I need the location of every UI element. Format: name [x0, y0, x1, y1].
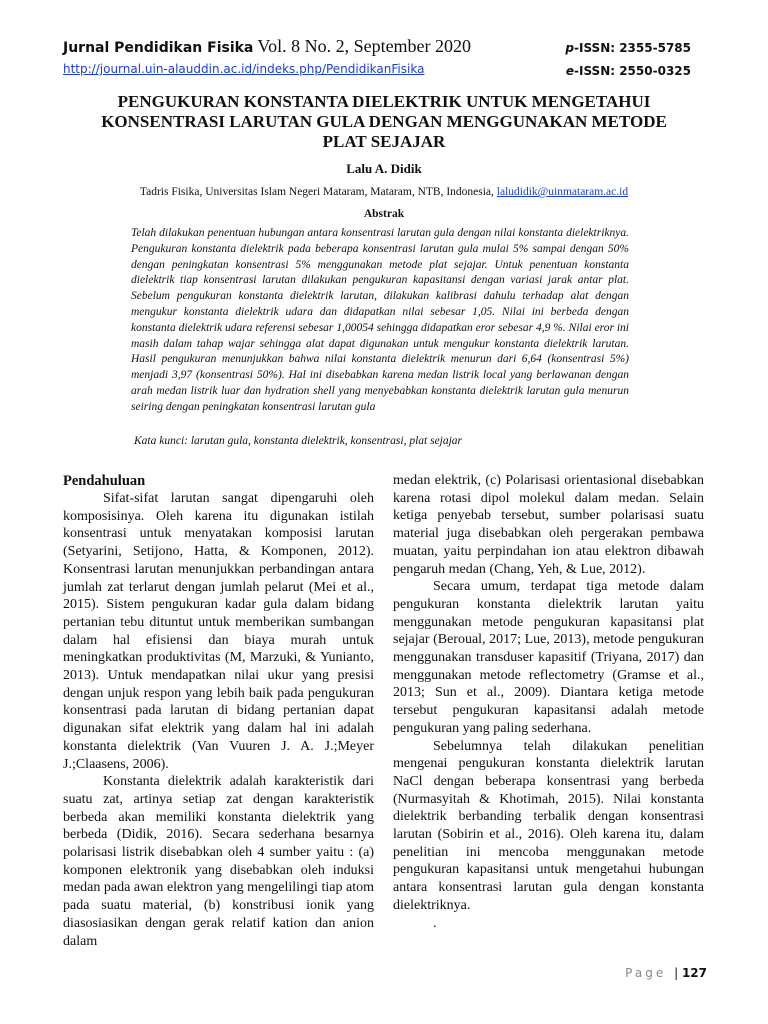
body-right-column	[393, 472, 704, 932]
footer-separator: |	[674, 966, 679, 980]
page-number: 127	[681, 966, 707, 980]
journal-header	[63, 36, 471, 57]
paragraph: Sifat-sifat larutan sangat dipengaruhi oleh komposisinya. Oleh karena itu digunakan istilah konsentrasi untuk menyatakan komposisi larutan (Setyarini, Setijono, Hatta, & Komponen, 2012). Konsentrasi larutan menunjukkan perbandingan antara jumlah zat terlarut dengan jumlah pelarut (Mei et al., 2015). Sistem pengukuran kadar gula dalam bidang pertanian tebu dituntut untuk memberikan sumbangan dalam hal efisiensi dan biaya murah untuk meningkatkan produktivitas (M, Marzuki, & Yunianto, 2013). Untuk mendapatkan nilai ukur yang presisi dengan unjuk respon yang lebih baik pada pengukuran konsentrasi pada larutan di bidang pertanian dapat digunakan sifat elektrik yang dalam hal ini adalah konstanta dielektrik (Van Vuuren J. A. J.;Meyer J.;Claasens, 2006).	[63, 491, 374, 772]
paragraph: Secara umum, terdapat tiga metode dalam pengukuran konstanta dielektrik larutan yaitu menggunakan metode pengukuran kapasitansi plat sejajar (Beroual, 2017; Lue, 2013), metode pengukuran menggunakan transduser kapasitif (Triyana, 2017) dan menggunakan metode reflectometry (Gramse et al., 2013; Sun et al., 2009). Diantara ketiga metode tersebut pengukuran kapasitansi adalah metode pengukuran yang paling sederhana.	[393, 579, 704, 736]
p-issn-prefix: p	[565, 41, 574, 55]
keywords: Kata kunci: larutan gula, konstanta dielektrik, konsentrasi, plat sejajar	[134, 435, 463, 447]
abstract-text: Telah dilakukan penentuan hubungan antara konsentrasi larutan gula dengan nilai konstanta dielektriknya. Pengukuran konstanta dielektrik pada beberapa konsentrasi larutan gula mulai 5% sampai dengan 50% dengan peningkatan konsentrasi 5% menggunakan metode plat sejajar. Untuk penentuan konstanta dielektrik tiap konsentrasi larutan dilakukan pengukuran kapasitansi dengan variasi jarak antar plat. Sebelum pengukuran konstanta dielektrik larutan, dilakukan kalibrasi dahulu terhadap alat dengan mengukur konstanta dielektrik udara dan didapatkan nilai sebesar 1,05. Nilai ini berbeda dengan konstanta dielektrik udara referensi sebesar 1,00054 sehingga didapatkan eror sebesar 4,9 %. Nilai eror ini masih dalam tahap wajar sehingga alat dapat digunakan untuk mengukur konstanta dielektrik larutan. Hasil pengukuran menunjukkan bahwa nilai konstanta dielektrik menurun dari 6,64 (konsentrasi 5%) menjadi 3,97 (konsentrasi 50%). Hal ini disebabkan karena medan listrik local yang berlawanan dengan arah medan listrik luar dan hydration shell yang menyebabkan konstanta dielektrik larutan gula menurun seiring dengan peningkatan konsentrasi larutan gula	[131, 227, 629, 413]
e-issn-value: -ISSN: 2550-0325	[574, 64, 691, 78]
affiliation	[0, 186, 768, 198]
trailing-dot: .	[433, 915, 437, 931]
abstract-heading: Abstrak	[363, 208, 405, 220]
section-heading-pendahuluan: Pendahuluan	[63, 473, 146, 489]
body-left-column	[63, 472, 374, 950]
journal-url-link[interactable]: http://journal.uin-alauddin.ac.id/indeks.php/PendidikanFisika	[63, 62, 425, 76]
page-label: Page	[625, 966, 667, 980]
title-line-3: PLAT SEJAJAR	[322, 132, 446, 151]
paragraph: Konstanta dielektrik adalah karakteristik dari suatu zat, artinya setiap zat dengan karakteristik berbeda akan memiliki konstanta dielektrik yang berbeda (Didik, 2016). Secara sederhana besarnya polarisasi listrik disebabkan oleh 4 sumber yaitu : (a) komponen elektronik yang disebabkan oleh induksi medan pada awan elektron yang mengelilingi tiap atom pada suatu material, (b) konstribusi ionik yang diasosiasikan dengan gerak relatif kation dan anion dalam	[63, 774, 374, 949]
title-line-2: KONSENTRASI LARUTAN GULA DENGAN MENGGUNAKAN METODE	[101, 112, 667, 131]
title-line-1: PENGUKURAN KONSTANTA DIELEKTRIK UNTUK MENGETAHUI	[117, 92, 651, 111]
affiliation-text: Tadris Fisika, Universitas Islam Negeri Mataram, Mataram, NTB, Indonesia,	[139, 186, 494, 198]
author-name: Lalu A. Didik	[346, 161, 422, 176]
p-issn-value: -ISSN: 2355-5785	[574, 41, 691, 55]
author-email-link[interactable]: laludidik@uinmataram.ac.id	[496, 186, 629, 198]
page-footer	[625, 966, 707, 980]
journal-name: Jurnal Pendidikan Fisika	[63, 40, 254, 56]
journal-volume: Vol. 8 No. 2, September 2020	[257, 36, 472, 56]
e-issn	[566, 64, 691, 78]
e-issn-prefix: e	[565, 64, 574, 78]
paragraph: medan elektrik, (c) Polarisasi orientasional disebabkan karena rotasi dipol molekul dalam medan. Selain ketiga penyebab tersebut, sumber polarisasi suatu material juga disebabkan oleh pergerakan pembawa muatan, yaitu perpindahan ion atau elektron dibawah pengaruh medan (Chang, Yeh, & Lue, 2012).	[393, 473, 704, 577]
paper-title	[60, 92, 708, 152]
paragraph: Sebelumnya telah dilakukan penelitian mengenai pengukuran konstanta dielektrik larutan NaCl dengan beberapa konsentrasi yang berbeda (Nurmasyitah & Khotimah, 2015). Nilai konstanta dielektrik berbanding terbalik dengan konsentrasi larutan (Sobirin et al., 2016). Oleh karena itu, dalam penelitian ini mencoba menggunakan metode pengukuran kapasitansi untuk mengetahui hubungan antara konsentrasi larutan gula dengan konstanta dielektriknya.	[393, 738, 704, 913]
p-issn	[565, 41, 691, 55]
